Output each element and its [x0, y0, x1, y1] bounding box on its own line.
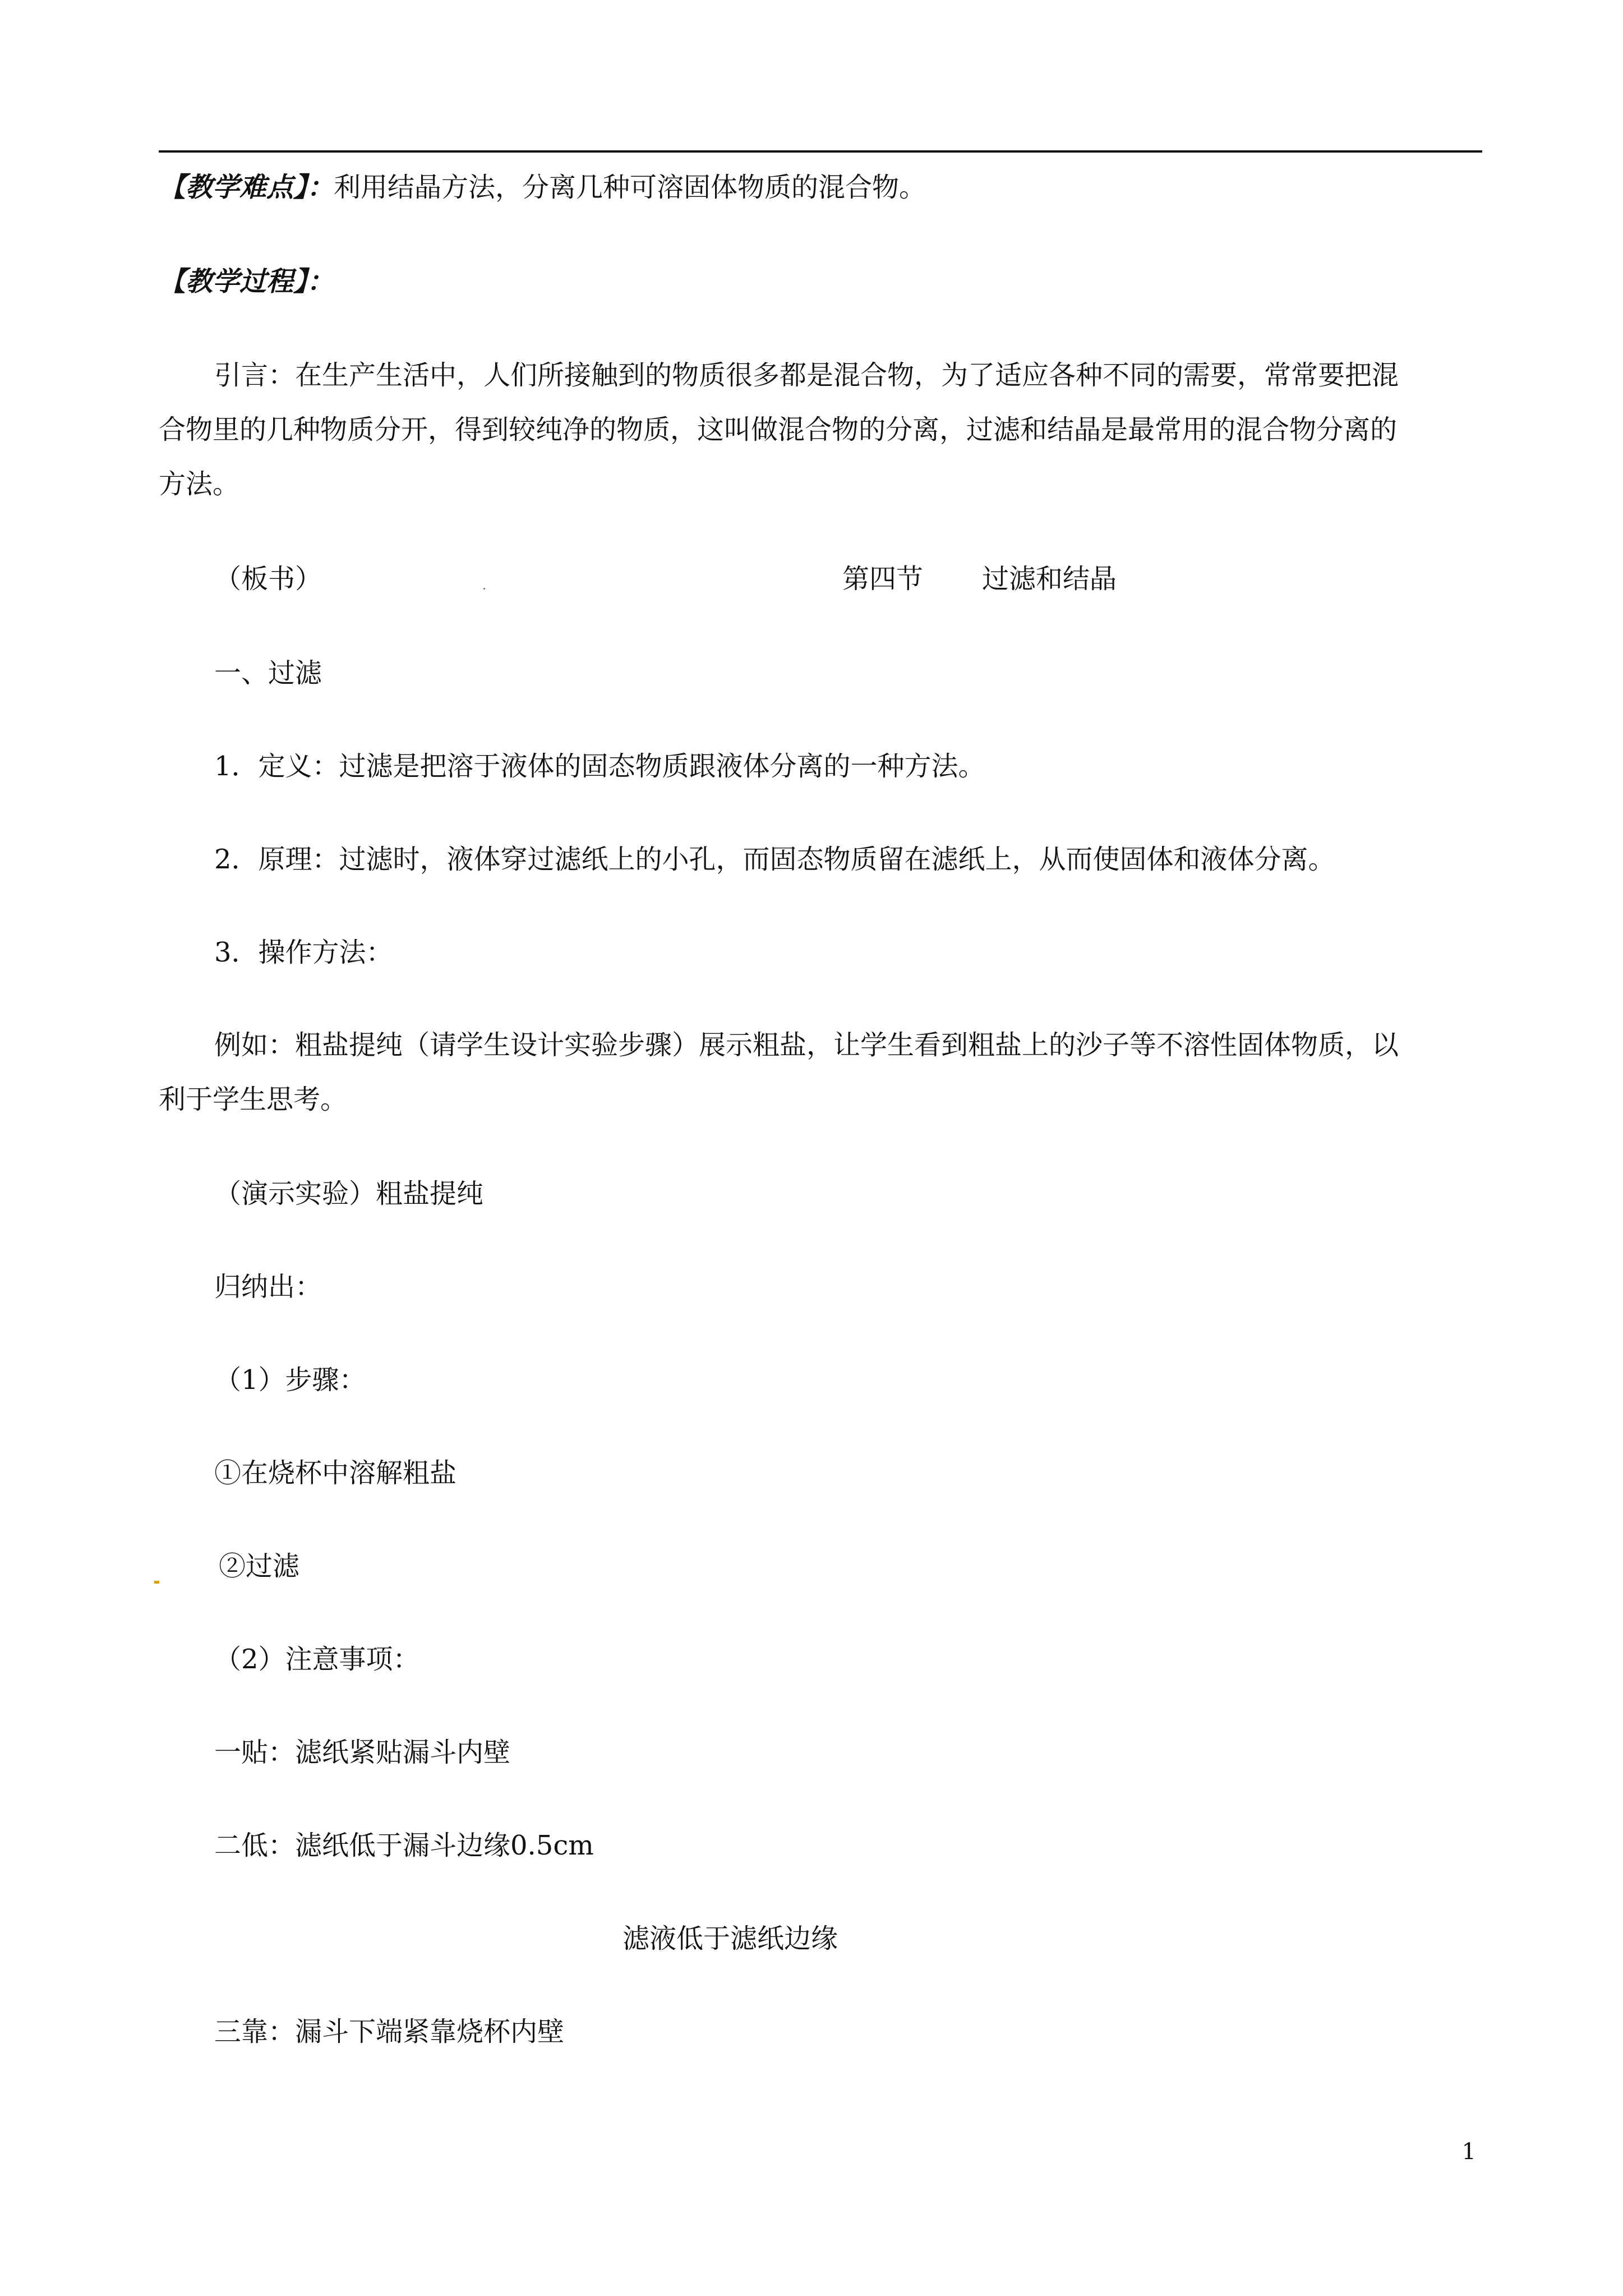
page-number: 1 [1461, 2139, 1476, 2165]
difficulty-text: 利用结晶方法，分离几种可溶固体物质的混合物。 [334, 172, 926, 203]
yellow-speck [154, 1581, 159, 1584]
step-1: ①在烧杯中溶解粗盐 [214, 1457, 457, 1489]
section-number: 第四节 [842, 563, 924, 595]
note-2: 二低：滤纸低于漏斗边缘0.5cm [214, 1830, 594, 1861]
stray-dot [483, 588, 485, 590]
teaching-process-label: 【教学过程】： [159, 266, 334, 297]
filtration-definition: 1．定义：过滤是把溶于液体的固态物质跟液体分离的一种方法。 [214, 751, 985, 782]
filtration-method: 3．操作方法： [214, 937, 393, 968]
filtration-principle: 2．原理：过滤时，液体穿过滤纸上的小孔，而固态物质留在滤纸上，从而使固体和液体分离。 [214, 844, 1335, 875]
filtration-heading: 一、过滤 [214, 657, 322, 689]
note-1: 一贴：滤纸紧贴漏斗内壁 [214, 1737, 511, 1768]
intro-line-2: 合物里的几种物质分开，得到较纯净的物质，这叫做混合物的分离，过滤和结晶是最常用的混合物分离的 [159, 414, 1398, 445]
steps-heading: （1）步骤： [214, 1364, 366, 1396]
intro-line-3: 方法。 [159, 468, 240, 500]
difficulty-label: 【教学难点】： [159, 172, 334, 203]
step-2: ②过滤 [219, 1550, 300, 1582]
board-label: （板书） [214, 563, 322, 595]
header-rule [159, 150, 1482, 153]
intro-line-1: 引言：在生产生活中，人们所接触到的物质很多都是混合物，为了适应各种不同的需要，常常要把混 [214, 360, 1399, 391]
note-2b: 滤液低于滤纸边缘 [623, 1923, 838, 1954]
example-line-1: 例如：粗盐提纯（请学生设计实验步骤）展示粗盐，让学生看到粗盐上的沙子等不溶性固体物质，以 [214, 1029, 1399, 1061]
demo-experiment: （演示实验）粗盐提纯 [214, 1178, 484, 1209]
teaching-difficulty [159, 172, 926, 203]
example-line-2: 利于学生思考。 [159, 1084, 348, 1115]
section-title: 过滤和结晶 [982, 563, 1117, 595]
note-3: 三靠：漏斗下端紧靠烧杯内壁 [214, 2016, 565, 2047]
notes-heading: （2）注意事项： [214, 1644, 420, 1675]
summary-label: 归纳出： [214, 1271, 322, 1303]
